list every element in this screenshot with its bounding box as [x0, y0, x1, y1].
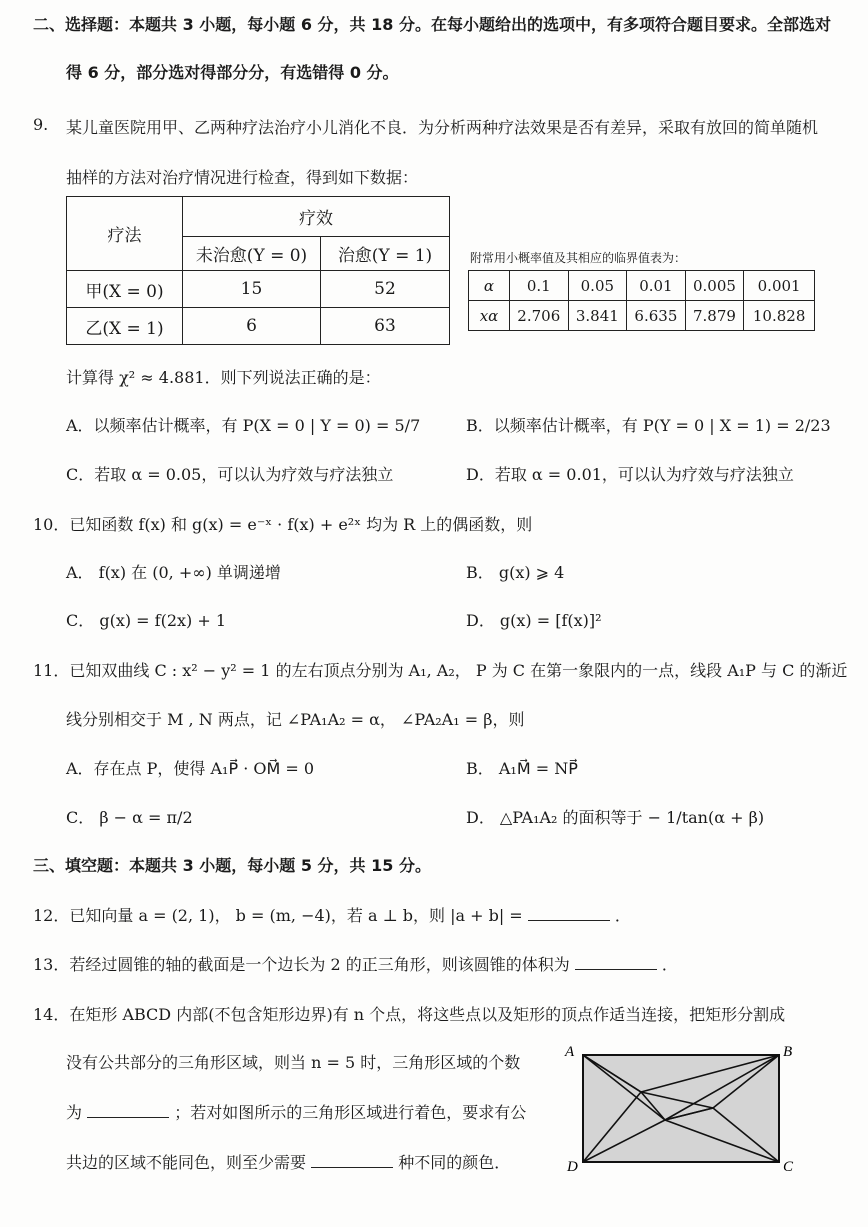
q14-text-c: 共边的区域不能同色，则至少需要: [66, 1153, 307, 1172]
q13-stem: [33, 952, 678, 975]
q14-stem-line1: 14．在矩形 ABCD 内部(不包含矩形边界)有 n 个点，将这些点以及矩形的顶点作适当连接，把矩形分割成: [33, 1005, 786, 1024]
alpha-value: 0.005: [685, 271, 744, 301]
row-label: 甲(X = 0): [67, 271, 183, 308]
x-alpha-value: 7.879: [685, 301, 744, 331]
q9-stem-line2: 抽样的方法对治疗情况进行检查，得到如下数据：: [66, 168, 419, 187]
q12-stem: [33, 903, 631, 926]
q11-option-d: D． △PA₁A₂ 的面积等于 − 1/tan(α + β): [466, 808, 765, 827]
alpha-value: 0.01: [627, 271, 686, 301]
vertex-label-d: D: [567, 1159, 578, 1175]
alpha-value: 0.001: [744, 271, 815, 301]
vertex-label-c: C: [783, 1159, 794, 1175]
q13-answer-blank[interactable]: [575, 969, 657, 970]
cell-uncured: 6: [183, 308, 321, 345]
q12-text: 12．已知向量 a = (2, 1)， b = (m, −4)，若 a ⊥ b，则 |a + b| =: [33, 906, 523, 925]
q9-option-b: B．以频率估计概率，有 P(Y = 0 | X = 1) = 2/23: [466, 416, 831, 435]
q10-option-b: B． g(x) ⩾ 4: [466, 563, 565, 582]
q12-answer-blank[interactable]: [528, 920, 610, 921]
q14-stem-line2: 没有公共部分的三角形区域，则当 n = 5 时，三角形区域的个数: [66, 1053, 521, 1072]
q11-option-b: B． A₁M⃗ = NP⃗: [466, 759, 578, 778]
q11-option-a: A．存在点 P，使得 A₁P⃗ · OM⃗ = 0: [66, 759, 315, 778]
header-effect: 疗效: [183, 197, 450, 237]
q10-option-a: A． f(x) 在 (0, +∞) 单调递增: [66, 563, 281, 582]
q9-option-c: C．若取 α = 0.05，可以认为疗效与疗法独立: [66, 465, 394, 484]
ref-table-caption: 附常用小概率值及其相应的临界值表为：: [470, 251, 687, 265]
q9-data-table: [66, 196, 450, 345]
rectangle-triangulation-figure: [555, 1040, 800, 1175]
q14-answer-blank-2[interactable]: [311, 1167, 393, 1168]
q9-option-d: D．若取 α = 0.01，可以认为疗效与疗法独立: [466, 465, 794, 484]
q10-option-c: C． g(x) = f(2x) + 1: [66, 611, 227, 630]
q14-answer-blank-1[interactable]: [87, 1117, 169, 1118]
q13-end: ．: [661, 955, 678, 974]
q9-stem-line1: 某儿童医院用甲、乙两种疗法治疗小儿消化不良．为分析两种疗法效果是否有差异，采取有放回的简单随机: [66, 118, 819, 137]
header-uncured: 未治愈(Y = 0): [183, 237, 321, 271]
cell-uncured: 15: [183, 271, 321, 308]
q12-end: ．: [614, 906, 631, 925]
section3-title: 三、填空题：本题共 3 小题，每小题 5 分，共 15 分。: [33, 856, 431, 875]
vertex-label-b: B: [783, 1044, 793, 1060]
row-label: 乙(X = 1): [67, 308, 183, 345]
q10-stem: 10．已知函数 f(x) 和 g(x) = e⁻ˣ · f(x) + e²ˣ 均为 R 上的偶函数，则: [33, 515, 533, 534]
x-alpha-value: 3.841: [568, 301, 627, 331]
section2-title-line2: 得 6 分，部分选对得部分分，有选错得 0 分。: [66, 63, 399, 82]
header-cured: 治愈(Y = 1): [321, 237, 450, 271]
q14-stem-line4: [66, 1150, 510, 1173]
q14-text-a: 为: [66, 1103, 83, 1122]
q11-stem-line2: 线分别相交于 M , N 两点，记 ∠PA₁A₂ = α， ∠PA₂A₁ = β，则: [66, 710, 525, 729]
x-alpha-value: 10.828: [744, 301, 815, 331]
alpha-label: α: [469, 271, 510, 301]
header-method: 疗法: [67, 197, 183, 271]
critical-value-table: [468, 270, 815, 331]
q9-option-a: A．以频率估计概率，有 P(X = 0 | Y = 0) = 5/7: [66, 416, 421, 435]
q11-stem-line1: 11．已知双曲线 C : x² − y² = 1 的左右顶点分别为 A₁, A₂， P 为 C 在第一象限内的一点，线段 A₁P 与 C 的渐近: [33, 661, 848, 680]
q14-text-d: 种不同的颜色．: [398, 1153, 511, 1172]
vertex-label-a: A: [565, 1044, 575, 1060]
q9-number: 9.: [33, 115, 49, 134]
cell-cured: 52: [321, 271, 450, 308]
alpha-value: 0.1: [510, 271, 569, 301]
cell-cured: 63: [321, 308, 450, 345]
q13-text: 13．若经过圆锥的轴的截面是一个边长为 2 的正三角形，则该圆锥的体积为: [33, 955, 570, 974]
x-alpha-value: 6.635: [627, 301, 686, 331]
q14-text-b: ；若对如图所示的三角形区域进行着色，要求有公: [174, 1103, 527, 1122]
x-alpha-value: 2.706: [510, 301, 569, 331]
x-alpha-label: xα: [469, 301, 510, 331]
q14-stem-line3: [66, 1100, 526, 1123]
q9-calc: 计算得 χ² ≈ 4.881．则下列说法正确的是：: [66, 368, 381, 387]
q11-option-c: C． β − α = π/2: [66, 808, 193, 827]
alpha-value: 0.05: [568, 271, 627, 301]
q10-option-d: D． g(x) = [f(x)]²: [466, 611, 602, 630]
section2-title-line1: 二、选择题：本题共 3 小题，每小题 6 分，共 18 分。在每小题给出的选项中，有多项符合题目要求。全部选对: [33, 15, 831, 34]
